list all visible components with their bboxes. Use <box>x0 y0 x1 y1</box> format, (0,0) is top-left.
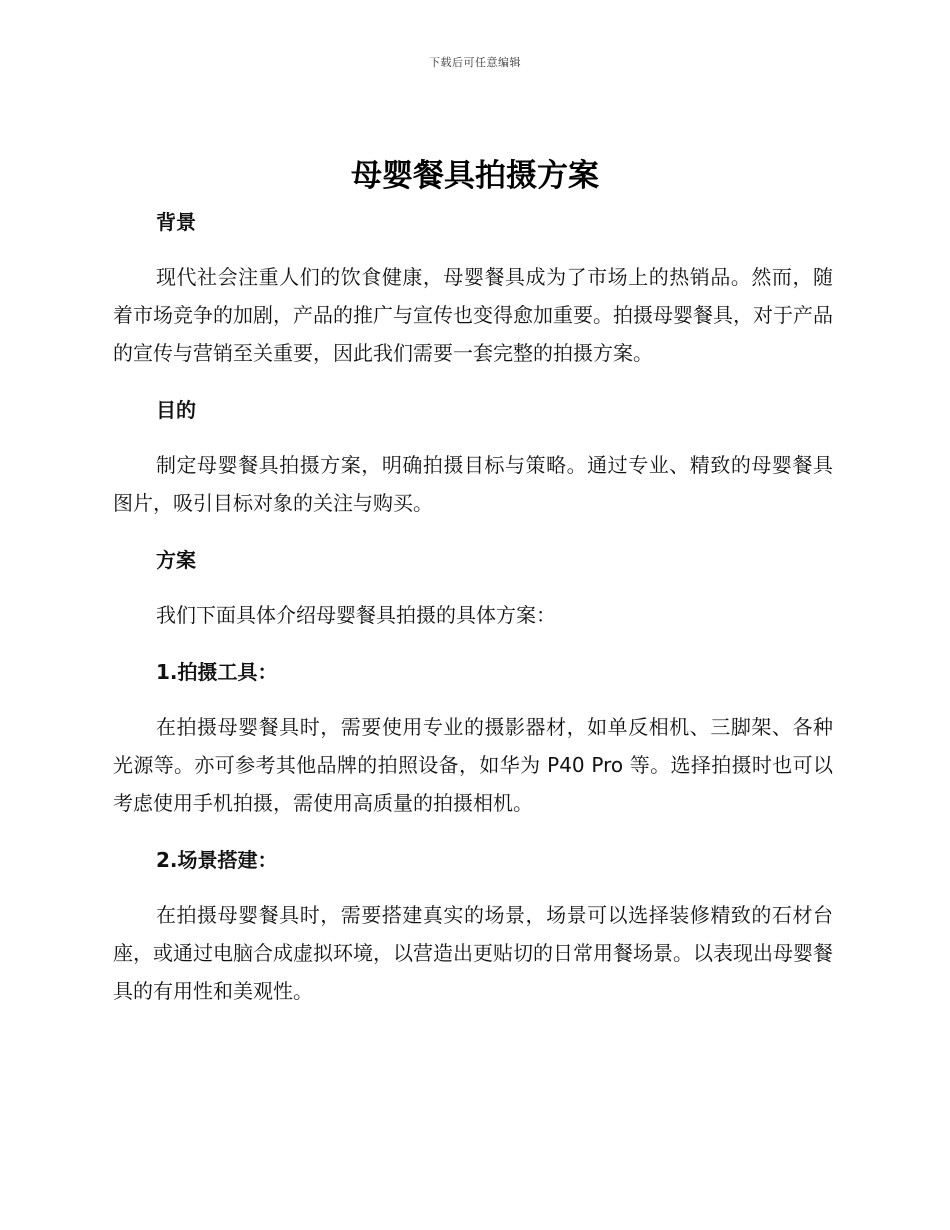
section-heading-background: 背景 <box>156 210 196 234</box>
document-body <box>113 202 833 1010</box>
section-text-plan-intro: 我们下面具体介绍母婴餐具拍摄的具体方案： <box>156 603 556 627</box>
section-heading-plan: 方案 <box>156 548 196 572</box>
section-heading-purpose: 目的 <box>156 398 196 422</box>
document-title: 母婴餐具拍摄方案 <box>351 158 599 194</box>
section-text-scene: 在拍摄母婴餐具时，需要搭建真实的场景，场景可以选择装修精致的石材台座，或通过电脑合成虚拟环境，以营造出更贴切的日常用餐场景。以表现出母婴餐具的有用性和美观性。 <box>113 903 833 1003</box>
section-text-tools: 在拍摄母婴餐具时，需要使用专业的摄影器材，如单反相机、三脚架、各种光源等。亦可参考其他品牌的拍照设备，如华为 P40 Pro 等。选择拍摄时也可以考虑使用手机拍摄，需使用高质量的拍摄相机。 <box>113 715 833 815</box>
section-heading-scene: 2.场景搭建： <box>156 848 278 872</box>
section-text-background: 现代社会注重人们的饮食健康，母婴餐具成为了市场上的热销品。然而，随着市场竞争的加剧，产品的推广与宣传也变得愈加重要。拍摄母婴餐具，对于产品的宣传与营销至关重要，因此我们需要一套完整的拍摄方案。 <box>113 265 833 365</box>
header-note: 下载后可任意编辑 <box>429 56 521 69</box>
section-heading-tools: 1.拍摄工具： <box>156 660 278 684</box>
section-text-purpose: 制定母婴餐具拍摄方案，明确拍摄目标与策略。通过专业、精致的母婴餐具图片，吸引目标对象的关注与购买。 <box>113 453 833 515</box>
